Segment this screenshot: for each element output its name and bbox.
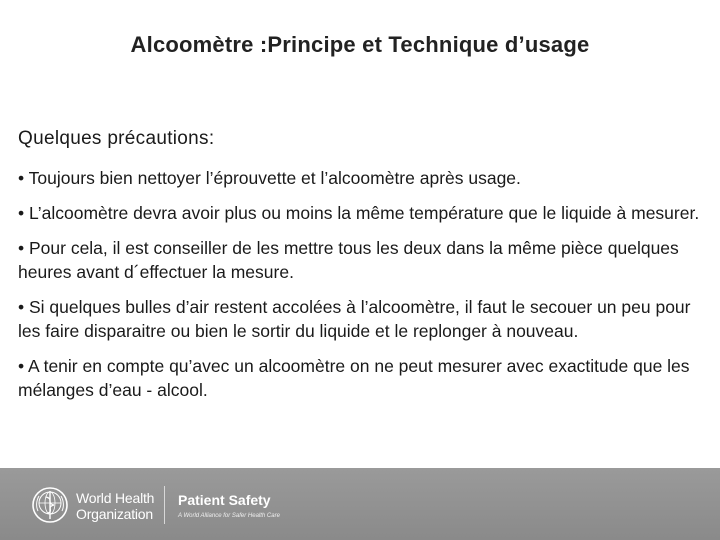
bullet-list [18,166,708,413]
who-line2: Organization [76,506,153,522]
who-emblem-icon [30,485,70,525]
footer-bar [0,468,720,540]
who-line1: World Health [76,490,155,506]
subtitle-text: Quelques précautions [18,128,209,149]
bullet-item: • Si quelques bulles d’air restent accolées à l’alcoomètre, il faut le secouer un peu pour les faire disparaitre ou bien le sortir du liquide et le replonger à nouveau. [18,297,691,341]
subtitle-colon: : [208,128,215,149]
bullet-item: • Pour cela, il est conseiller de les mettre tous les deux dans la même pièce quelques heures avant d´effectuer la mesure. [18,238,679,282]
bullet-item: • L’alcoomètre devra avoir plus ou moins la même température que le liquide à mesurer. [18,203,700,223]
bullet-item: • A tenir en compte qu’avec un alcoomètre on ne peut mesurer avec exactitude que les mélanges d’eau - alcool. [18,356,690,400]
footer-divider [164,486,165,524]
bullet-item: • Toujours bien nettoyer l’éprouvette et l’alcoomètre après usage. [18,168,521,188]
patient-safety-tagline: A World Alliance for Safer Health Care [178,513,280,519]
patient-safety-title: Patient Safety [178,492,271,508]
who-wordmark [76,490,154,522]
slide-title: Alcoomètre :Principe et Technique d’usage [130,32,590,57]
section-subtitle [18,128,214,150]
